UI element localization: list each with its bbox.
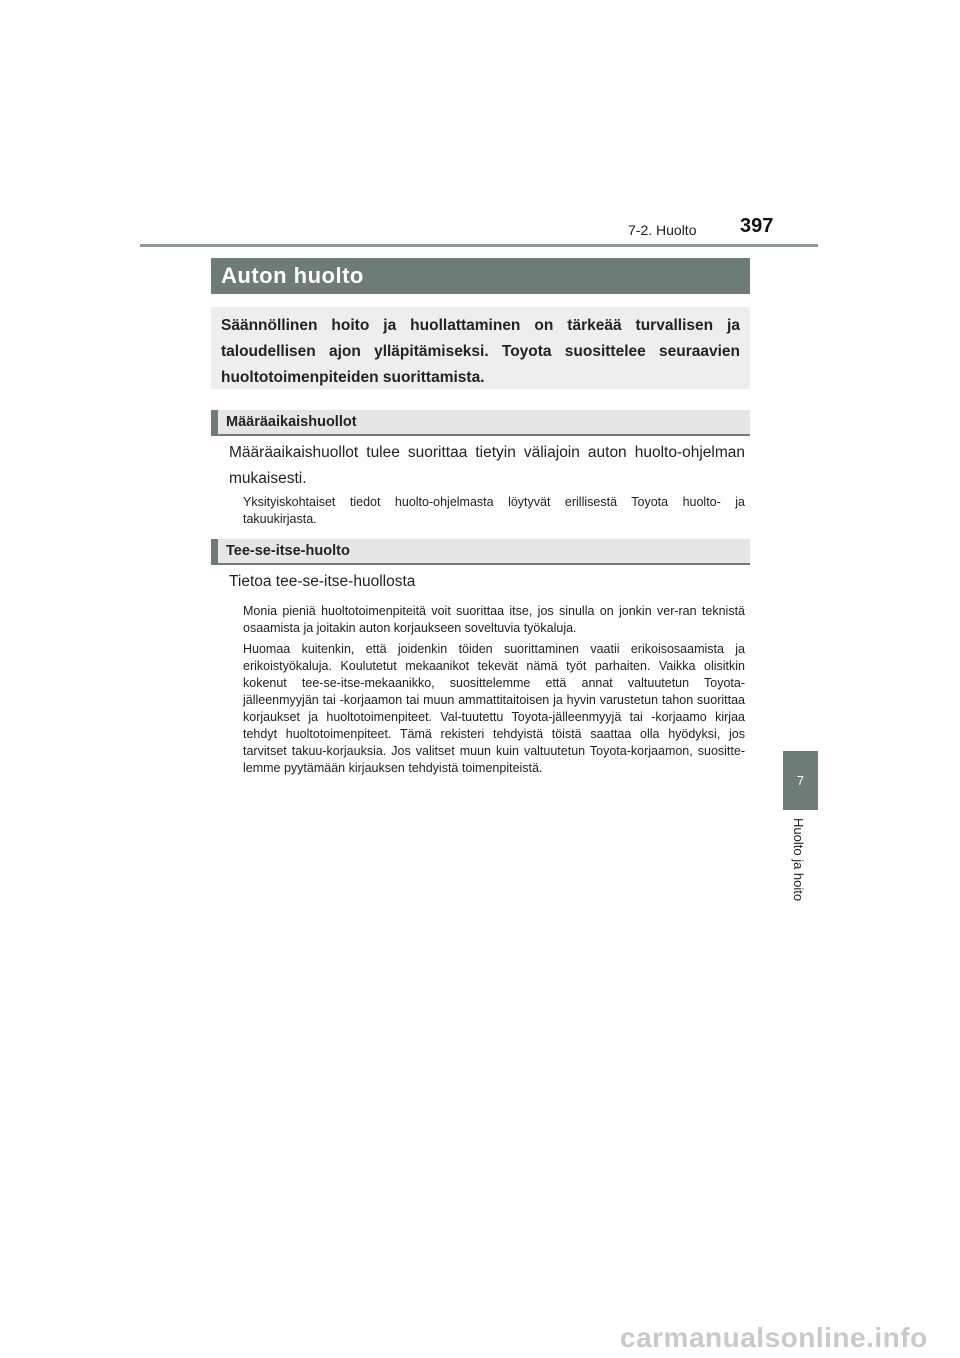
header-rule <box>140 244 818 247</box>
page-number: 397 <box>740 215 774 237</box>
section-paragraph: Yksityiskohtaiset tiedot huolto-ohjelmasta löytyvät erillisestä Toyota huolto- ja takuukirjasta. <box>243 495 745 526</box>
chapter-tab[interactable]: 7 <box>783 751 818 810</box>
page-title: Auton huolto <box>211 258 750 294</box>
section-paragraph: Huomaa kuitenkin, että joidenkin töiden suorittaminen vaatii erikoisosaamista ja erikoistyökaluja. Koulutetut mekaanikot tekevät nämä työt parhaiten. Vaikka olisitkin kokenut tee-se-itse-mekaanikko, suosittelemme että annat valtuutetun Toyota-jälleenmyyjän tai -korjaamon tai muun ammattitaitoisen ja hyvin varustetun tahon suorittaa korjaukset ja huoltotoimenpiteet. Val-tuutettu Toyota-jälleenmyyjä tai -korjaamo kirjaa tehdyt huoltotoimenpiteet. Tämä rekisteri tehdyistä töistä saattaa olla hyödyksi, jos tarvitset takuu-korjauksia. Jos valitset muun kuin valtuutetun Toyota-korjaamon, suositte-lemme pyytämään kirjauksen tehdyistä toimenpiteistä. <box>243 642 745 775</box>
section-label: 7-2. Huolto <box>628 222 697 238</box>
section-lead: Määräaikaishuollot tulee suorittaa tietyin väliajoin auton huolto-ohjelman mukaisesti. <box>229 444 745 487</box>
footer-watermark: carmanualsonline.info <box>620 1322 928 1353</box>
intro-box <box>211 307 750 389</box>
section-lead: Tietoa tee-se-itse-huollosta <box>229 573 416 590</box>
section-heading-maaraaikaishuollot: Määräaikaishuollot <box>211 410 750 436</box>
intro-text: Säännöllinen hoito ja huollattaminen on tärkeää turvallisen ja taloudellisen ajon ylläpitämiseksi. Toyota suosittelee seuraavien huoltotoimenpiteiden suorittamista. <box>221 317 740 386</box>
section-paragraph: Monia pieniä huoltotoimenpiteitä voit suorittaa itse, jos sinulla on jonkin ver-ran teknistä osaamista ja joitakin auton korjaukseen soveltuvia työkaluja. <box>243 604 745 635</box>
chapter-label: Huolto ja hoito <box>791 818 806 902</box>
section-heading-tee-se-itse: Tee-se-itse-huolto <box>211 539 750 565</box>
